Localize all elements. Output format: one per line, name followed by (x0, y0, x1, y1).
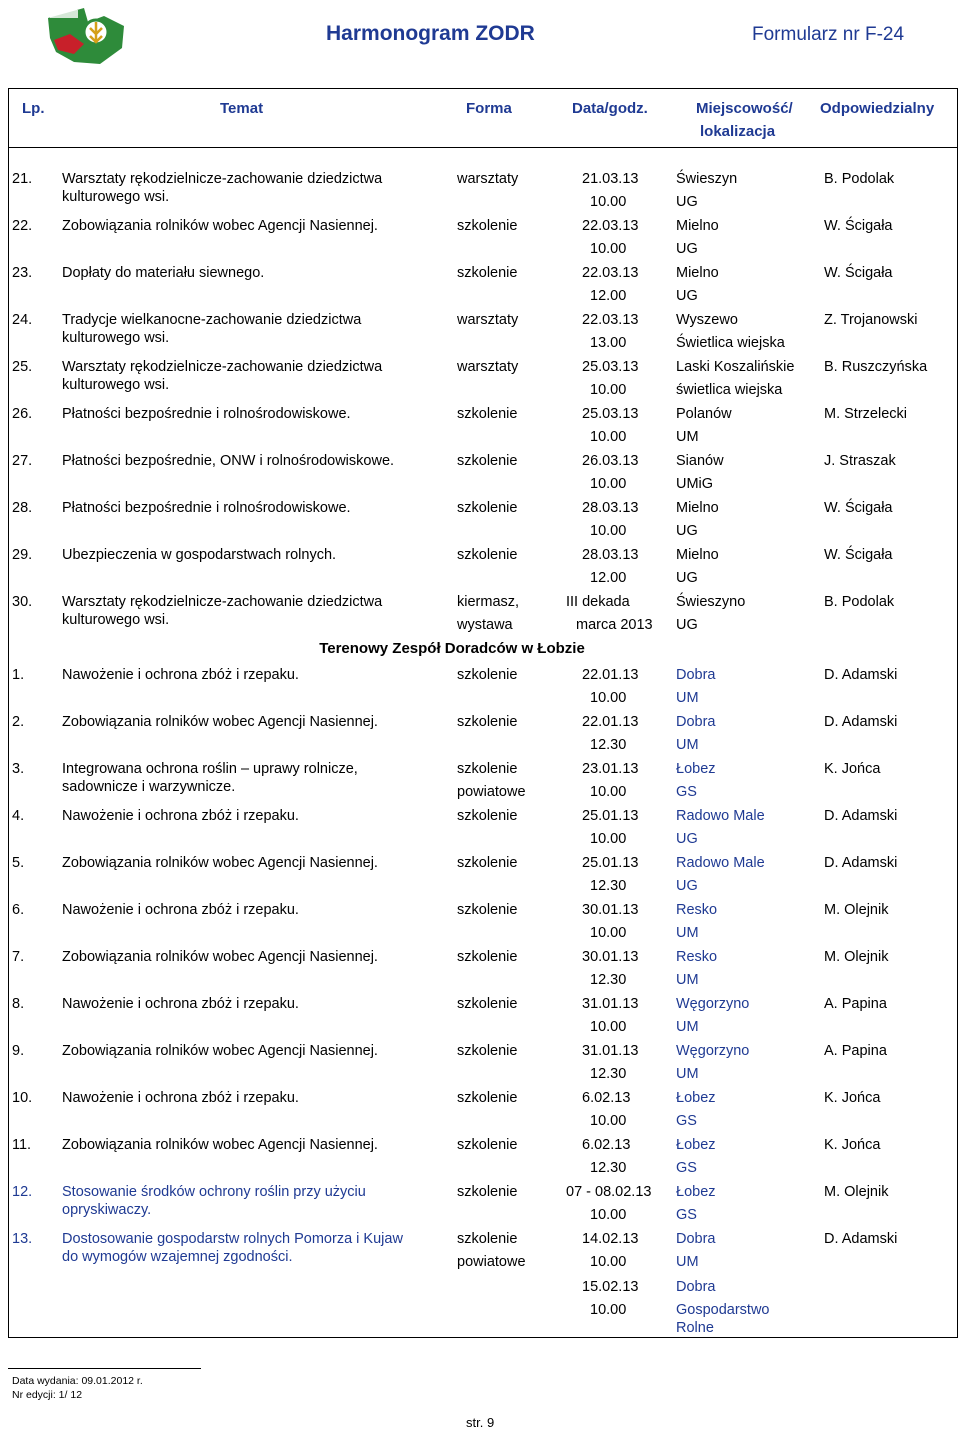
table-row (8, 807, 958, 854)
row-topic: Płatności bezpośrednie i rolnośrodowiskowe. (62, 500, 351, 516)
table-row (8, 995, 958, 1042)
row-number: 30. (12, 594, 33, 610)
row-place-detail: GS (676, 1113, 697, 1129)
row-topic: Integrowana ochrona roślin – uprawy rolnicze, (62, 761, 358, 777)
row-place: Resko (676, 949, 718, 965)
row-form-cont: powiatowe (457, 784, 526, 800)
row-place: Dobra (676, 1279, 716, 1295)
row-place: Dobra (676, 1231, 716, 1247)
row-number: 22. (12, 218, 33, 234)
row-form: szkolenie (457, 218, 518, 234)
row-date: 26.03.13 (582, 453, 639, 469)
row-number: 26. (12, 406, 33, 422)
row-time: 12.30 (590, 737, 627, 753)
row-date: III dekada (566, 594, 630, 610)
row-place: Sianów (676, 453, 724, 469)
table-row (8, 713, 958, 760)
table-row (8, 264, 958, 311)
row-time: 13.00 (590, 335, 627, 351)
row-time: 12.30 (590, 1160, 627, 1176)
row-time: 12.30 (590, 972, 627, 988)
row-time: 10.00 (590, 1113, 627, 1129)
column-header-forma: Forma (466, 100, 512, 117)
row-topic-cont: kulturowego wsi. (62, 377, 170, 393)
row-place: Węgorzyno (676, 1043, 750, 1059)
table-row (8, 499, 958, 546)
row-topic: Płatności bezpośrednie, ONW i rolnośrodowiskowe. (62, 453, 395, 469)
issue-date: Data wydania: 09.01.2012 r. (12, 1375, 143, 1387)
row-number: 23. (12, 265, 33, 281)
row-place: Laski Koszalińskie (676, 359, 795, 375)
row-date: 30.01.13 (582, 902, 639, 918)
row-place: Wyszewo (676, 312, 738, 328)
row-topic: Dopłaty do materiału siewnego. (62, 265, 265, 281)
row-date: 30.01.13 (582, 949, 639, 965)
row-place-detail: UM (676, 925, 699, 941)
table-row (8, 452, 958, 499)
row-form: szkolenie (457, 1043, 518, 1059)
row-number: 2. (12, 714, 25, 730)
row-number: 11. (12, 1137, 32, 1153)
row-topic: Zobowiązania rolników wobec Agencji Nasiennej. (62, 218, 378, 234)
row-form: szkolenie (457, 949, 518, 965)
row-time: 10.00 (590, 1302, 627, 1318)
row-topic-cont: kulturowego wsi. (62, 330, 170, 346)
row-number: 28. (12, 500, 33, 516)
row-place-detail: UG (676, 288, 698, 304)
row-topic: Zobowiązania rolników wobec Agencji Nasiennej. (62, 1137, 378, 1153)
row-topic-cont: kulturowego wsi. (62, 612, 170, 628)
footer-divider (8, 1368, 201, 1369)
table-row (8, 760, 958, 807)
row-number: 29. (12, 547, 33, 563)
row-date: 22.03.13 (582, 265, 639, 281)
row-responsible: M. Strzelecki (824, 406, 907, 422)
row-place-detail: GS (676, 784, 697, 800)
row-time: 10.00 (590, 925, 627, 941)
row-date: 31.01.13 (582, 1043, 639, 1059)
row-time: 12.00 (590, 570, 627, 586)
row-topic: Nawożenie i ochrona zbóż i rzepaku. (62, 1090, 299, 1106)
row-time: marca 2013 (576, 617, 653, 633)
row-number: 10. (12, 1090, 33, 1106)
row-date: 6.02.13 (582, 1090, 631, 1106)
row-responsible: A. Papina (824, 996, 887, 1012)
row-place: Mielno (676, 500, 719, 516)
row-place-detail: UM (676, 429, 699, 445)
table-row (8, 358, 958, 405)
row-form: szkolenie (457, 1184, 518, 1200)
row-topic: Nawożenie i ochrona zbóż i rzepaku. (62, 808, 299, 824)
row-place-detail: UM (676, 1066, 699, 1082)
row-place-detail: UM (676, 690, 699, 706)
row-responsible: B. Podolak (824, 594, 895, 610)
row-topic: Zobowiązania rolników wobec Agencji Nasiennej. (62, 1043, 378, 1059)
row-form: szkolenie (457, 1090, 518, 1106)
row-form: warsztaty (457, 359, 519, 375)
table-row (8, 593, 958, 640)
table-row-extra (8, 1278, 958, 1336)
page-header (8, 0, 958, 74)
row-form: szkolenie (457, 714, 518, 730)
row-time: 10.00 (590, 476, 627, 492)
row-date: 6.02.13 (582, 1137, 631, 1153)
row-date: 25.01.13 (582, 808, 639, 824)
row-number: 9. (12, 1043, 25, 1059)
table-row (8, 948, 958, 995)
table-row (8, 854, 958, 901)
row-place: Łobez (676, 1090, 716, 1106)
row-place-detail: UG (676, 194, 698, 210)
row-responsible: W. Ścigała (824, 265, 893, 281)
row-time: 10.00 (590, 690, 627, 706)
row-date: 31.01.13 (582, 996, 639, 1012)
row-time: 10.00 (590, 382, 627, 398)
table-row (8, 405, 958, 452)
row-form: szkolenie (457, 453, 518, 469)
row-place: Dobra (676, 714, 716, 730)
row-topic: Ubezpieczenia w gospodarstwach rolnych. (62, 547, 337, 563)
row-place-detail: GS (676, 1207, 697, 1223)
row-form: warsztaty (457, 312, 519, 328)
row-responsible: W. Ścigała (824, 218, 893, 234)
row-form: szkolenie (457, 500, 518, 516)
row-date: 25.03.13 (582, 359, 639, 375)
row-place: Resko (676, 902, 718, 918)
row-place-detail: UG (676, 831, 698, 847)
row-date: 23.01.13 (582, 761, 639, 777)
row-topic: Dostosowanie gospodarstw rolnych Pomorza i Kujaw (62, 1231, 403, 1247)
row-place: Polanów (676, 406, 732, 422)
row-place-detail: UG (676, 878, 698, 894)
row-form: szkolenie (457, 808, 518, 824)
row-date: 07 - 08.02.13 (566, 1184, 652, 1200)
row-date: 25.01.13 (582, 855, 639, 871)
row-time: 10.00 (590, 1254, 627, 1270)
row-time: 10.00 (590, 1207, 627, 1223)
column-header-data: Data/godz. (572, 100, 648, 117)
row-form: warsztaty (457, 171, 519, 187)
row-place-detail-2: Rolne (676, 1320, 714, 1336)
row-date: 28.03.13 (582, 547, 639, 563)
row-place-detail: UG (676, 570, 698, 586)
row-date: 28.03.13 (582, 500, 639, 516)
row-number: 27. (12, 453, 33, 469)
row-time: 10.00 (590, 831, 627, 847)
row-topic: Zobowiązania rolników wobec Agencji Nasiennej. (62, 949, 378, 965)
table-row (8, 1089, 958, 1136)
row-time: 12.00 (590, 288, 627, 304)
row-time: 10.00 (590, 429, 627, 445)
row-place: Świeszyno (676, 594, 746, 610)
row-place: Radowo Male (676, 808, 765, 824)
table-row (8, 901, 958, 948)
row-place: Mielno (676, 218, 719, 234)
row-place-detail: UM (676, 1019, 699, 1035)
row-date: 22.01.13 (582, 667, 639, 683)
row-responsible: D. Adamski (824, 808, 898, 824)
table-row (8, 1230, 958, 1277)
row-topic: Nawożenie i ochrona zbóż i rzepaku. (62, 996, 299, 1012)
row-topic-cont: kulturowego wsi. (62, 189, 170, 205)
row-form: szkolenie (457, 855, 518, 871)
row-responsible: B. Podolak (824, 171, 895, 187)
row-form: szkolenie (457, 902, 518, 918)
row-place: Łobez (676, 1137, 716, 1153)
row-date: 22.03.13 (582, 312, 639, 328)
section-title: Terenowy Zespół Doradców w Łobzie (319, 640, 585, 657)
row-topic: Stosowanie środków ochrony roślin przy użyciu (62, 1184, 366, 1200)
table-row (8, 1042, 958, 1089)
table-row (8, 1183, 958, 1230)
row-topic: Tradycje wielkanocne-zachowanie dziedzictwa (62, 312, 362, 328)
row-topic-cont: opryskiwaczy. (62, 1202, 152, 1218)
row-responsible: K. Jońca (824, 761, 881, 777)
row-time: 12.30 (590, 878, 627, 894)
row-place-detail: UM (676, 737, 699, 753)
row-date: 22.01.13 (582, 714, 639, 730)
row-topic: Płatności bezpośrednie i rolnośrodowiskowe. (62, 406, 351, 422)
row-time: 10.00 (590, 241, 627, 257)
row-time: 10.00 (590, 194, 627, 210)
column-header-miejsce: Miejscowość/ (696, 100, 793, 117)
row-responsible: Z. Trojanowski (824, 312, 918, 328)
row-form: szkolenie (457, 406, 518, 422)
row-date: 22.03.13 (582, 218, 639, 234)
table-row (8, 311, 958, 358)
column-header-lokalizacja: lokalizacja (700, 123, 776, 140)
odr-logo-icon (44, 4, 130, 70)
row-place-detail: GS (676, 1160, 697, 1176)
row-topic: Zobowiązania rolników wobec Agencji Nasiennej. (62, 855, 378, 871)
row-responsible: D. Adamski (824, 855, 898, 871)
row-time: 10.00 (590, 1019, 627, 1035)
row-topic-cont: sadownicze i warzywnicze. (62, 779, 236, 795)
page-number: str. 9 (466, 1415, 495, 1430)
column-header-temat: Temat (220, 100, 264, 117)
row-form: szkolenie (457, 1231, 518, 1247)
row-number: 7. (12, 949, 25, 965)
row-number: 13. (12, 1231, 33, 1247)
row-responsible: D. Adamski (824, 1231, 898, 1247)
row-number: 12. (12, 1184, 33, 1200)
row-place-detail: UG (676, 523, 698, 539)
row-responsible: D. Adamski (824, 714, 898, 730)
table-row (8, 217, 958, 264)
row-time: 10.00 (590, 523, 627, 539)
row-place: Łobez (676, 761, 716, 777)
row-place: Mielno (676, 265, 719, 281)
row-place-detail: UG (676, 241, 698, 257)
row-place-detail: świetlica wiejska (676, 382, 783, 398)
row-number: 3. (12, 761, 25, 777)
form-number: Formularz nr F-24 (752, 24, 905, 45)
row-place: Świeszyn (676, 171, 738, 187)
row-form: kiermasz, (457, 594, 520, 610)
row-date: 14.02.13 (582, 1231, 639, 1247)
row-topic: Warsztaty rękodzielnicze-zachowanie dziedzictwa (62, 171, 383, 187)
row-responsible: K. Jońca (824, 1137, 881, 1153)
row-form: szkolenie (457, 547, 518, 563)
table-row (8, 666, 958, 713)
row-place: Węgorzyno (676, 996, 750, 1012)
row-form-cont: powiatowe (457, 1254, 526, 1270)
row-responsible: A. Papina (824, 1043, 887, 1059)
row-place-detail: UM (676, 1254, 699, 1270)
row-place-detail: Świetlica wiejska (676, 335, 785, 351)
row-date: 21.03.13 (582, 171, 639, 187)
table-row (8, 1136, 958, 1183)
row-number: 24. (12, 312, 33, 328)
column-header-lp: Lp. (22, 100, 45, 117)
row-responsible: B. Ruszczyńska (824, 359, 928, 375)
row-form: szkolenie (457, 667, 518, 683)
document-title: Harmonogram ZODR (326, 22, 535, 45)
table-header (8, 88, 958, 148)
row-date: 15.02.13 (582, 1279, 639, 1295)
row-form-cont: wystawa (457, 617, 513, 633)
table-row (8, 170, 958, 217)
edition-number: Nr edycji: 1/ 12 (12, 1389, 83, 1401)
row-date: 25.03.13 (582, 406, 639, 422)
row-form: szkolenie (457, 265, 518, 281)
row-form: szkolenie (457, 996, 518, 1012)
row-topic: Nawożenie i ochrona zbóż i rzepaku. (62, 902, 299, 918)
row-place: Dobra (676, 667, 716, 683)
row-responsible: W. Ścigała (824, 500, 893, 516)
column-header-odpowiedzialny: Odpowiedzialny (820, 100, 935, 117)
row-topic: Warsztaty rękodzielnicze-zachowanie dziedzictwa (62, 594, 383, 610)
row-number: 25. (12, 359, 33, 375)
row-time: 10.00 (590, 784, 627, 800)
row-responsible: D. Adamski (824, 667, 898, 683)
row-topic: Warsztaty rękodzielnicze-zachowanie dziedzictwa (62, 359, 383, 375)
row-topic: Nawożenie i ochrona zbóż i rzepaku. (62, 667, 299, 683)
row-number: 1. (12, 667, 25, 683)
row-topic: Zobowiązania rolników wobec Agencji Nasiennej. (62, 714, 378, 730)
row-responsible: K. Jońca (824, 1090, 881, 1106)
row-place-detail: Gospodarstwo (676, 1302, 770, 1318)
row-place-detail: UM (676, 972, 699, 988)
row-form: szkolenie (457, 761, 518, 777)
row-number: 5. (12, 855, 25, 871)
row-number: 6. (12, 902, 25, 918)
row-topic-cont: do wymogów wzajemnej zgodności. (62, 1249, 293, 1265)
table-row (8, 546, 958, 593)
row-responsible: M. Olejnik (824, 1184, 889, 1200)
row-number: 21. (12, 171, 33, 187)
row-responsible: M. Olejnik (824, 949, 889, 965)
row-form: szkolenie (457, 1137, 518, 1153)
row-responsible: J. Straszak (824, 453, 896, 469)
row-number: 8. (12, 996, 25, 1012)
row-place: Radowo Male (676, 855, 765, 871)
row-number: 4. (12, 808, 25, 824)
row-responsible: M. Olejnik (824, 902, 889, 918)
row-place-detail: UG (676, 617, 698, 633)
row-place: Mielno (676, 547, 719, 563)
row-place-detail: UMiG (676, 476, 714, 492)
row-time: 12.30 (590, 1066, 627, 1082)
row-responsible: W. Ścigała (824, 547, 893, 563)
row-place: Łobez (676, 1184, 716, 1200)
